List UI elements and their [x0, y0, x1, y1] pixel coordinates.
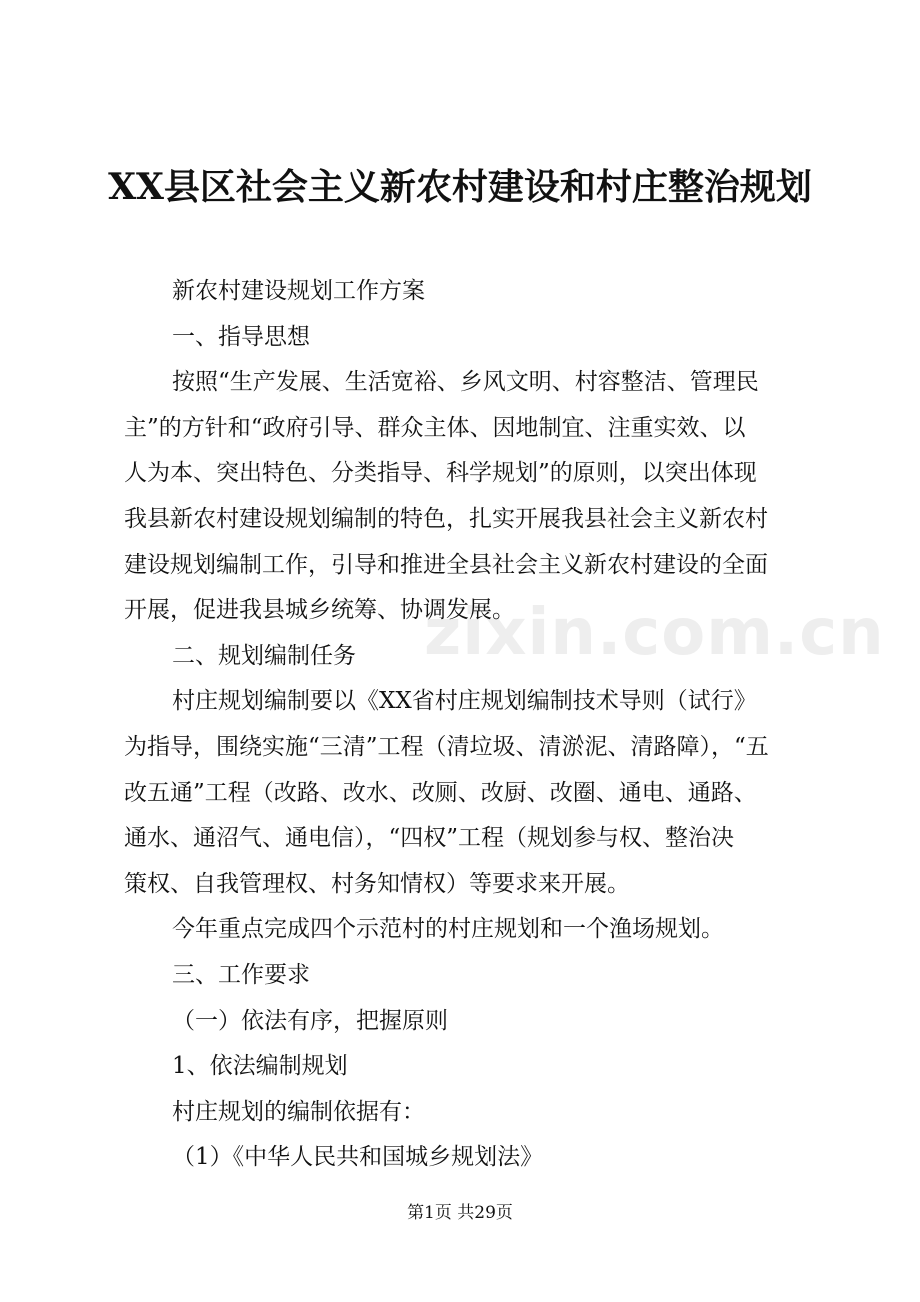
paragraph-line: （1）《中华人民共和国城乡规划法》 — [172, 1144, 544, 1171]
document-title: XX县区社会主义新农村建设和村庄整治规划 — [108, 166, 812, 208]
paragraph-line: 三、工作要求 — [172, 961, 310, 988]
paragraph-line: 策权、自我管理权、村务知情权）等要求来开展。 — [124, 870, 630, 897]
paragraph-line: 我县新农村建设规划编制的特色，扎实开展我县社会主义新农村 — [124, 505, 768, 532]
paragraph-line: 一、指导思想 — [172, 323, 310, 350]
paragraph-line: 建设规划编制工作，引导和推进全县社会主义新农村建设的全面 — [124, 551, 768, 578]
paragraph-line: 村庄规划编制要以《XX省村庄规划编制技术导则（试行》 — [172, 688, 757, 715]
document-body — [124, 269, 814, 1181]
paragraph-line: 村庄规划的编制依据有： — [172, 1098, 425, 1125]
paragraph-line: 今年重点完成四个示范村的村庄规划和一个渔场规划。 — [172, 916, 724, 943]
paragraph-line: 按照“生产发展、生活宽裕、乡风文明、村容整洁、管理民 — [172, 369, 759, 396]
page-footer: 第1页 共29页 — [407, 1203, 513, 1223]
watermark-text: zixin.com.cn — [424, 596, 885, 670]
paragraph-line: 新农村建设规划工作方案 — [172, 278, 425, 304]
paragraph-line: （一）依法有序，把握原则 — [172, 1007, 448, 1034]
paragraph-line: 通水、通沼气、通电信），“四权”工程（规划参与权、整治决 — [124, 825, 735, 852]
paragraph-line: 人为本、突出特色、分类指导、科学规划”的原则，以突出体现 — [124, 460, 757, 487]
paragraph-line: 主”的方针和“政府引导、群众主体、因地制宜、注重实效、以 — [124, 414, 746, 441]
paragraph-line: 1、依法编制规划 — [172, 1053, 348, 1080]
paragraph-line: 为指导，围绕实施“三清”工程（清垃圾、清淤泥、清路障），“五 — [124, 733, 769, 760]
paragraph-line: 改五通”工程（改路、改水、改厕、改厨、改圈、通电、通路、 — [124, 779, 757, 806]
paragraph-line: 开展，促进我县城乡统筹、协调发展。 — [124, 597, 515, 624]
paragraph-line: 二、规划编制任务 — [172, 642, 356, 669]
